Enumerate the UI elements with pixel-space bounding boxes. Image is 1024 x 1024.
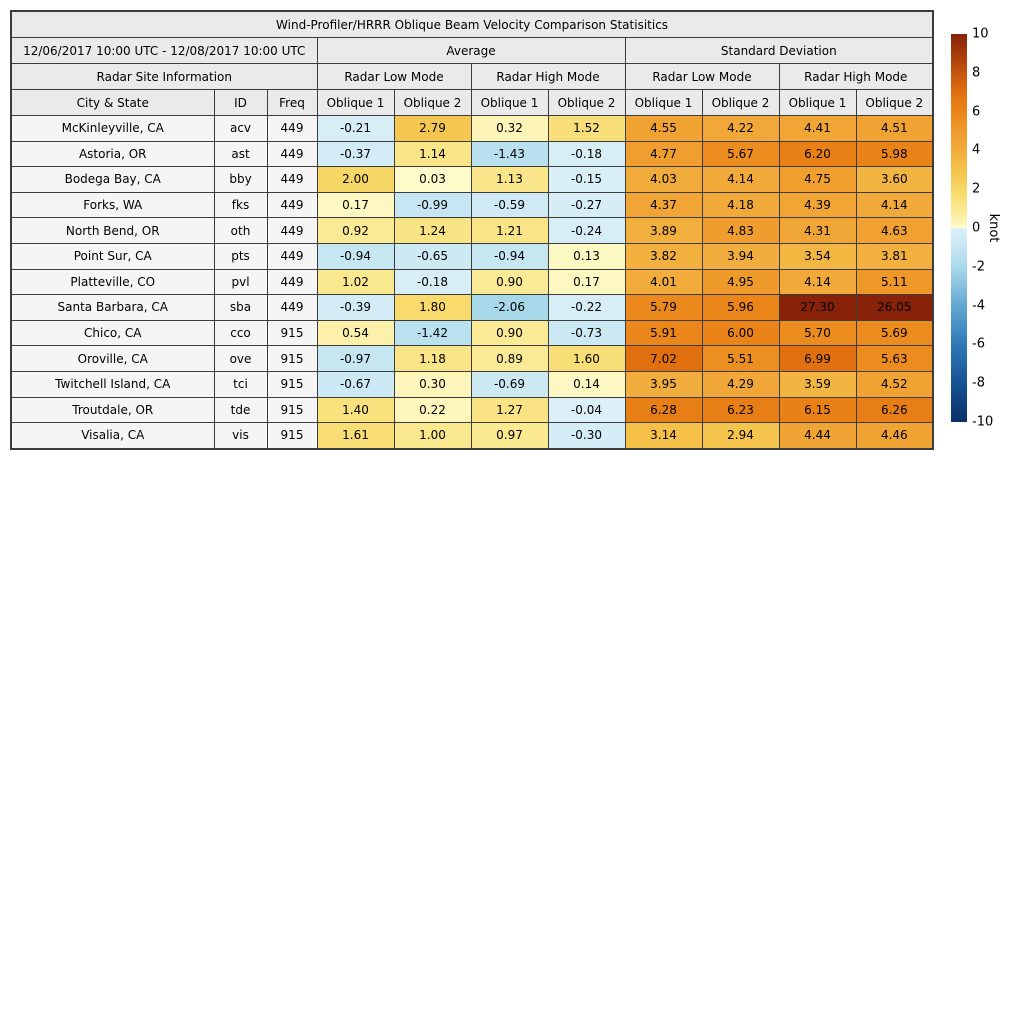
value-cell: 4.51 [856,116,933,142]
value-cell: 4.01 [625,269,702,295]
value-cell: 0.32 [471,116,548,142]
id-cell: acv [214,116,267,142]
value-cell: 1.61 [317,423,394,449]
freq-cell: 915 [267,320,317,346]
value-cell: 0.22 [394,397,471,423]
value-cell: 6.26 [856,397,933,423]
freq-cell: 449 [267,116,317,142]
table-row [11,423,933,449]
value-cell: 3.94 [702,243,779,269]
col-header-city-state: City & State [11,90,214,116]
colorbar-tick-label: 8 [972,65,981,81]
value-cell: 5.70 [779,320,856,346]
value-cell: 4.18 [702,192,779,218]
freq-cell: 449 [267,218,317,244]
value-cell: 3.60 [856,167,933,193]
city-cell: Santa Barbara, CA [11,295,214,321]
value-cell: -0.22 [548,295,625,321]
value-cell: 0.03 [394,167,471,193]
freq-cell: 449 [267,295,317,321]
city-cell: Troutdale, OR [11,397,214,423]
colorbar-tick-label: -6 [972,336,985,352]
col-header-freq: Freq [267,90,317,116]
value-cell: 1.24 [394,218,471,244]
value-cell: 0.14 [548,371,625,397]
city-cell: Oroville, CA [11,346,214,372]
colorbar-tick-label: -8 [972,375,985,391]
value-cell: 4.14 [779,269,856,295]
col-header-oblique1: Oblique 1 [471,90,548,116]
column-header-row [11,90,933,116]
value-cell: 3.59 [779,371,856,397]
value-cell: 2.00 [317,167,394,193]
group-header-std-dev: Standard Deviation [625,38,933,64]
value-cell: -0.97 [317,346,394,372]
value-cell: 3.54 [779,243,856,269]
group-header-row [11,38,933,64]
table-row [11,320,933,346]
city-cell: Visalia, CA [11,423,214,449]
colorbar-tick-label: 0 [972,220,981,236]
value-cell: 1.18 [394,346,471,372]
value-cell: 4.29 [702,371,779,397]
value-cell: -0.99 [394,192,471,218]
value-cell: 4.77 [625,141,702,167]
value-cell: 4.03 [625,167,702,193]
value-cell: 4.31 [779,218,856,244]
value-cell: 5.67 [702,141,779,167]
value-cell: 5.91 [625,320,702,346]
freq-cell: 915 [267,397,317,423]
mode-header-avg-low: Radar Low Mode [317,64,471,90]
value-cell: 0.97 [471,423,548,449]
colorbar-tick-label: -4 [972,298,985,314]
value-cell: -0.37 [317,141,394,167]
value-cell: 5.51 [702,346,779,372]
value-cell: -0.59 [471,192,548,218]
table-row [11,116,933,142]
value-cell: 0.13 [548,243,625,269]
colorbar-unit-label: knot [986,213,1001,243]
value-cell: 1.00 [394,423,471,449]
value-cell: -0.94 [471,243,548,269]
value-cell: -0.94 [317,243,394,269]
value-cell: 4.37 [625,192,702,218]
value-cell: 3.95 [625,371,702,397]
value-cell: 5.79 [625,295,702,321]
value-cell: -0.27 [548,192,625,218]
value-cell: 26.05 [856,295,933,321]
mode-header-std-low: Radar Low Mode [625,64,779,90]
table-row [11,397,933,423]
value-cell: 0.90 [471,269,548,295]
value-cell: 4.22 [702,116,779,142]
value-cell: 27.30 [779,295,856,321]
value-cell: 6.15 [779,397,856,423]
value-cell: -0.21 [317,116,394,142]
colorbar-tick-label: -2 [972,259,985,275]
freq-cell: 449 [267,167,317,193]
value-cell: 4.55 [625,116,702,142]
table-title: Wind-Profiler/HRRR Oblique Beam Velocity Comparison Statisitics [11,11,933,38]
colorbar-tick-label: 2 [972,181,981,197]
mode-header-row [11,64,933,90]
value-cell: 1.27 [471,397,548,423]
value-cell: 0.17 [548,269,625,295]
id-cell: sba [214,295,267,321]
value-cell: 6.23 [702,397,779,423]
freq-cell: 915 [267,371,317,397]
table-row [11,141,933,167]
city-cell: McKinleyville, CA [11,116,214,142]
value-cell: 4.39 [779,192,856,218]
value-cell: -0.18 [548,141,625,167]
id-cell: pvl [214,269,267,295]
city-cell: Chico, CA [11,320,214,346]
value-cell: 2.94 [702,423,779,449]
value-cell: -0.67 [317,371,394,397]
value-cell: 4.14 [702,167,779,193]
value-cell: 0.54 [317,320,394,346]
city-cell: North Bend, OR [11,218,214,244]
id-cell: fks [214,192,267,218]
value-cell: 4.14 [856,192,933,218]
col-header-oblique2: Oblique 2 [856,90,933,116]
colorbar-tick-label: 10 [972,26,989,42]
colorbar-gradient [951,34,967,422]
table-row [11,269,933,295]
mode-header-avg-high: Radar High Mode [471,64,625,90]
city-cell: Bodega Bay, CA [11,167,214,193]
value-cell: 1.40 [317,397,394,423]
table-row [11,243,933,269]
table-row [11,167,933,193]
freq-cell: 449 [267,243,317,269]
value-cell: 6.00 [702,320,779,346]
value-cell: 3.82 [625,243,702,269]
value-cell: 3.81 [856,243,933,269]
value-cell: 3.89 [625,218,702,244]
value-cell: 7.02 [625,346,702,372]
value-cell: 5.69 [856,320,933,346]
value-cell: 1.02 [317,269,394,295]
city-cell: Twitchell Island, CA [11,371,214,397]
value-cell: 0.90 [471,320,548,346]
value-cell: 5.63 [856,346,933,372]
value-cell: 1.60 [548,346,625,372]
freq-cell: 915 [267,346,317,372]
title-row [11,11,933,38]
value-cell: 3.14 [625,423,702,449]
table-row [11,371,933,397]
value-cell: 1.21 [471,218,548,244]
city-cell: Platteville, CO [11,269,214,295]
value-cell: 1.80 [394,295,471,321]
id-cell: ove [214,346,267,372]
colorbar-tick-label: 4 [972,142,981,158]
stats-table [10,10,934,450]
id-cell: oth [214,218,267,244]
value-cell: -0.69 [471,371,548,397]
value-cell: 5.98 [856,141,933,167]
value-cell: 4.44 [779,423,856,449]
value-cell: 2.79 [394,116,471,142]
value-cell: 1.14 [394,141,471,167]
colorbar-tick-label: 6 [972,104,981,120]
id-cell: pts [214,243,267,269]
col-header-id: ID [214,90,267,116]
id-cell: ast [214,141,267,167]
city-cell: Astoria, OR [11,141,214,167]
col-header-oblique2: Oblique 2 [548,90,625,116]
id-cell: vis [214,423,267,449]
site-info-header: Radar Site Information [11,64,317,90]
city-cell: Point Sur, CA [11,243,214,269]
freq-cell: 915 [267,423,317,449]
value-cell: -0.30 [548,423,625,449]
date-range: 12/06/2017 10:00 UTC - 12/08/2017 10:00 UTC [11,38,317,64]
id-cell: tde [214,397,267,423]
col-header-oblique2: Oblique 2 [702,90,779,116]
value-cell: 4.52 [856,371,933,397]
value-cell: -0.73 [548,320,625,346]
colorbar-tick-label: -10 [972,414,994,430]
value-cell: 4.95 [702,269,779,295]
value-cell: -0.04 [548,397,625,423]
value-cell: 5.11 [856,269,933,295]
value-cell: 6.99 [779,346,856,372]
value-cell: 4.46 [856,423,933,449]
id-cell: tci [214,371,267,397]
col-header-oblique2: Oblique 2 [394,90,471,116]
value-cell: 1.52 [548,116,625,142]
value-cell: 4.41 [779,116,856,142]
value-cell: 1.13 [471,167,548,193]
value-cell: 4.63 [856,218,933,244]
table-row [11,192,933,218]
value-cell: -0.39 [317,295,394,321]
id-cell: bby [214,167,267,193]
value-cell: -0.18 [394,269,471,295]
table-row [11,346,933,372]
group-header-average: Average [317,38,625,64]
value-cell: -0.65 [394,243,471,269]
value-cell: -0.24 [548,218,625,244]
value-cell: 6.28 [625,397,702,423]
id-cell: cco [214,320,267,346]
col-header-oblique1: Oblique 1 [779,90,856,116]
freq-cell: 449 [267,141,317,167]
value-cell: 5.96 [702,295,779,321]
mode-header-std-high: Radar High Mode [779,64,933,90]
value-cell: -1.43 [471,141,548,167]
city-cell: Forks, WA [11,192,214,218]
value-cell: 4.75 [779,167,856,193]
freq-cell: 449 [267,269,317,295]
value-cell: 4.83 [702,218,779,244]
value-cell: -1.42 [394,320,471,346]
value-cell: 0.30 [394,371,471,397]
table-row [11,295,933,321]
col-header-oblique1: Oblique 1 [317,90,394,116]
value-cell: -0.15 [548,167,625,193]
col-header-oblique1: Oblique 1 [625,90,702,116]
freq-cell: 449 [267,192,317,218]
value-cell: 0.89 [471,346,548,372]
value-cell: 6.20 [779,141,856,167]
value-cell: 0.92 [317,218,394,244]
value-cell: -2.06 [471,295,548,321]
value-cell: 0.17 [317,192,394,218]
table-row [11,218,933,244]
